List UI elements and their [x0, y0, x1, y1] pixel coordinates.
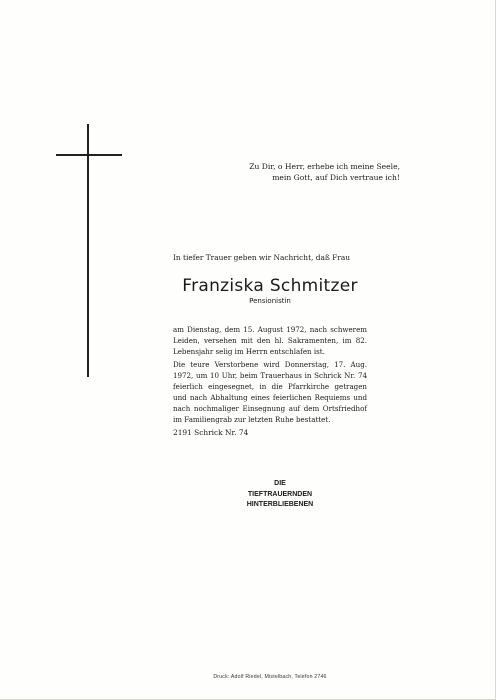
obituary-body — [173, 324, 367, 427]
death-paragraph: am Dienstag, dem 15. August 1972, nach schwerem Leiden, versehen mit den hl. Sakramenten, im 82. Lebensjahr selig im Herrn entschlafen ist. — [173, 325, 367, 356]
psalm-verse — [200, 162, 400, 183]
printer-imprint: Druck: Adolf Riedel, Mistelbach, Telefon 2746 — [213, 674, 327, 680]
cross-vertical-bar — [87, 124, 89, 377]
cross-horizontal-bar — [56, 154, 122, 156]
psalm-line-1: Zu Dir, o Herr, erhebe ich meine Seele, — [249, 162, 400, 171]
mourners-line-1: DIE — [274, 480, 286, 487]
mourners-line-2: TIEFTRAUERNDEN — [247, 490, 313, 498]
mourning-house-address: 2191 Schrick Nr. 74 — [173, 428, 249, 437]
funeral-paragraph: Die teure Verstorbene wird Donnerstag, 17. Aug. 1972, um 10 Uhr, beim Trauerhaus in Schrick Nr. 74 feierlich eingesegnet, in die Pfarrkirche getragen und nach Abhaltung eines feierlichen Requiems und nach nochmaliger Einsegnung auf dem Ortsfriedhof im Familiengrab zur letzten Ruhe bestattet. — [173, 360, 367, 424]
deceased-name: Franziska Schmitzer — [182, 276, 358, 296]
psalm-line-2: mein Gott, auf Dich vertraue ich! — [272, 172, 400, 182]
announcement-intro: In tiefer Trauer geben wir Nachricht, daß Frau — [173, 253, 350, 262]
mourners-signature — [200, 479, 360, 511]
deceased-occupation: Pensionistin — [249, 297, 291, 305]
mourners-line-3: HINTERBLIEBENEN — [246, 501, 314, 508]
